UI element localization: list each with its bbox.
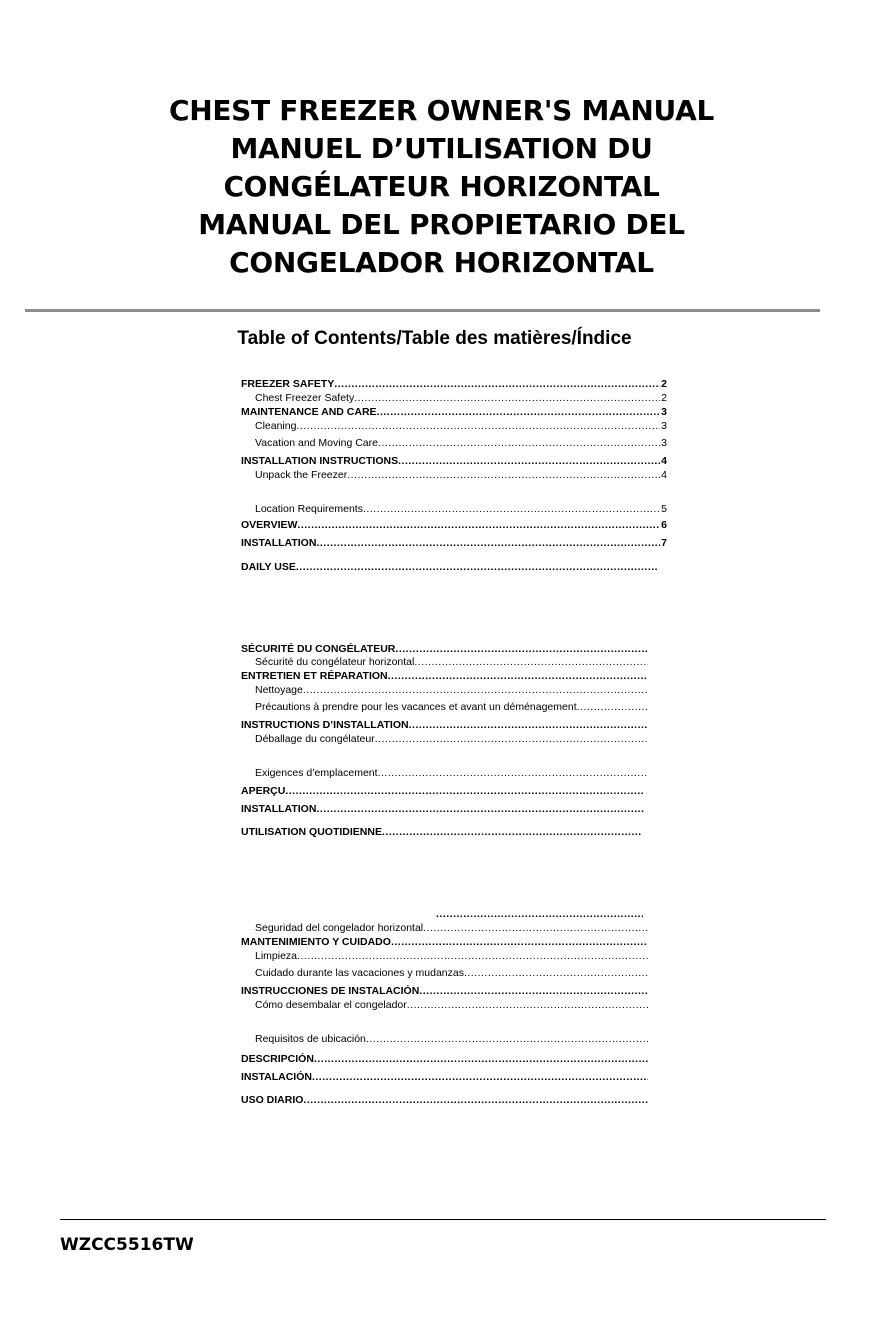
toc-entry — [255, 1033, 649, 1046]
bottom-divider — [60, 1219, 826, 1220]
toc-leader-dots — [334, 378, 660, 391]
toc-entry-label: INSTALACIÓN — [241, 1071, 312, 1083]
title-line: MANUAL DEL PROPIETARIO DEL — [198, 208, 685, 241]
toc-entry — [241, 455, 667, 468]
toc-entry — [241, 985, 649, 998]
toc-entry-label: INSTRUCCIONES DE INSTALACIÓN — [241, 985, 420, 997]
toc-leader-dots — [303, 1094, 648, 1107]
toc-entry — [255, 420, 667, 433]
toc-leader-dots — [398, 455, 660, 468]
toc-entry-label: APERÇU — [241, 785, 286, 797]
toc-entry-label: Cuidado durante las vacaciones y mudanzas — [255, 967, 464, 979]
toc-entry-label: INSTRUCTIONS D’INSTALLATION — [241, 719, 409, 731]
toc-entry — [241, 1071, 649, 1084]
toc-leader-dots — [363, 503, 660, 516]
toc-entry-label: INSTALLATION — [241, 537, 317, 549]
toc-entry-label: FREEZER SAFETY — [241, 378, 335, 390]
toc-entry — [241, 406, 667, 419]
toc-entry-label: Vacation and Moving Care — [255, 437, 378, 449]
toc-entry-label: SÉCURITÉ DU CONGÉLATEUR — [241, 643, 396, 655]
toc-entry — [255, 999, 649, 1012]
toc-entry-label: Unpack the Freezer — [255, 469, 348, 481]
toc-entry — [241, 643, 649, 656]
toc-entry — [241, 1094, 649, 1107]
toc-leader-dots — [285, 785, 644, 798]
toc-entry-label: Exigences d’emplacement — [255, 767, 378, 779]
toc-entry — [255, 469, 667, 482]
toc-leader-dots — [423, 922, 648, 935]
toc-entry-label: Nettoyage — [255, 684, 303, 696]
toc-entry-page: 3 — [661, 420, 667, 432]
toc-entry-page: 6 — [661, 519, 667, 531]
toc-leader-dots — [407, 999, 648, 1012]
toc-entry — [255, 656, 649, 669]
toc-entry — [255, 503, 667, 516]
toc-leader-dots — [377, 406, 661, 419]
model-number: WZCC5516TW — [60, 1235, 194, 1255]
toc-leader-dots — [314, 1053, 648, 1066]
toc-entry — [255, 437, 667, 450]
toc-entry-page: 5 — [661, 503, 667, 515]
top-divider — [25, 309, 820, 312]
toc-entry-label: ENTRETIEN ET RÉPARATION — [241, 670, 388, 682]
toc-entry-page: 2 — [661, 392, 667, 404]
toc-entry-label: OVERVIEW — [241, 519, 298, 531]
toc-entry — [241, 826, 642, 839]
toc-entry-page: 4 — [661, 455, 667, 467]
toc-leader-dots — [436, 908, 643, 921]
toc-entry-label: USO DIARIO — [241, 1094, 304, 1106]
toc-leader-dots — [409, 719, 648, 732]
toc-leader-dots — [378, 437, 660, 450]
toc-entry-label: MAINTENANCE AND CARE — [241, 406, 377, 418]
toc-entry — [255, 922, 649, 935]
toc-leader-dots — [378, 767, 648, 780]
toc-entry — [241, 1053, 649, 1066]
toc-entry-label: Requisitos de ubicación — [255, 1033, 366, 1045]
toc-entry — [241, 670, 649, 683]
toc-entry-page: 7 — [661, 537, 667, 549]
toc-leader-dots — [297, 950, 648, 963]
toc-leader-dots — [419, 985, 648, 998]
toc-leader-dots — [375, 733, 648, 746]
toc-entry — [241, 803, 646, 816]
toc-leader-dots — [577, 701, 648, 714]
toc-entry-label: Location Requirements — [255, 503, 363, 515]
toc-entry — [241, 719, 649, 732]
toc-entry — [255, 733, 649, 746]
manual-title — [0, 92, 883, 282]
toc-entry-label: Seguridad del congelador horizontal — [255, 922, 424, 934]
toc-entry — [241, 936, 649, 949]
toc-entry-page: 3 — [661, 406, 667, 418]
title-line: CHEST FREEZER OWNER'S MANUAL — [168, 94, 715, 127]
toc-entry-label: Précautions à prendre pour les vacances et avant un déménagement — [255, 701, 577, 713]
toc-entry — [241, 519, 667, 532]
toc-entry — [255, 684, 649, 697]
toc-entry-label: MANTENIMIENTO Y CUIDADO — [241, 936, 391, 948]
toc-entry-label: Limpieza — [255, 950, 298, 962]
toc-leader-dots — [316, 537, 660, 550]
toc-entry — [255, 392, 667, 405]
toc-heading: Table of Contents/Table des matières/Índice — [237, 328, 632, 349]
toc-leader-dots — [303, 684, 648, 697]
toc-entry — [436, 908, 644, 921]
toc-entry — [255, 701, 649, 714]
toc-leader-dots — [388, 670, 648, 683]
toc-leader-dots — [395, 643, 648, 656]
toc-entry-label: Cómo desembalar el congelador — [255, 999, 407, 1011]
toc-entry-page: 2 — [661, 378, 667, 390]
toc-entry — [241, 378, 667, 391]
toc-leader-dots — [296, 561, 657, 574]
toc-entry — [255, 950, 649, 963]
title-line: CONGÉLATEUR HORIZONTAL — [223, 170, 660, 203]
toc-leader-dots — [297, 519, 660, 532]
title-line: CONGELADOR HORIZONTAL — [229, 246, 654, 279]
toc-leader-dots — [382, 826, 641, 839]
toc-entry — [241, 537, 667, 550]
toc-leader-dots — [296, 420, 660, 433]
toc-entry-label: Cleaning — [255, 420, 297, 432]
toc-entry — [255, 767, 649, 780]
toc-entry-label: INSTALLATION — [241, 803, 317, 815]
toc-entry — [241, 785, 645, 798]
toc-entry — [255, 967, 649, 980]
toc-leader-dots — [316, 803, 645, 816]
toc-leader-dots — [366, 1033, 648, 1046]
toc-leader-dots — [414, 656, 648, 669]
toc-entry-page: 4 — [661, 469, 667, 481]
toc-entry-label: Chest Freezer Safety — [255, 392, 355, 404]
toc-entry-label: UTILISATION QUOTIDIENNE — [241, 826, 382, 838]
toc-entry-page: 3 — [661, 437, 667, 449]
toc-entry-label: DESCRIPCIÓN — [241, 1053, 314, 1065]
toc-leader-dots — [391, 936, 648, 949]
title-line: MANUEL D’UTILISATION DU — [230, 132, 653, 165]
toc-leader-dots — [464, 967, 648, 980]
toc-entry-label: Sécurité du congélateur horizontal — [255, 656, 415, 668]
toc-leader-dots — [312, 1071, 648, 1084]
toc-leader-dots — [347, 469, 660, 482]
toc-entry-label: DAILY USE — [241, 561, 296, 573]
toc-entry-label: INSTALLATION INSTRUCTIONS — [241, 455, 399, 467]
toc-leader-dots — [354, 392, 660, 405]
toc-entry — [241, 561, 658, 574]
toc-entry-label: Déballage du congélateur — [255, 733, 375, 745]
